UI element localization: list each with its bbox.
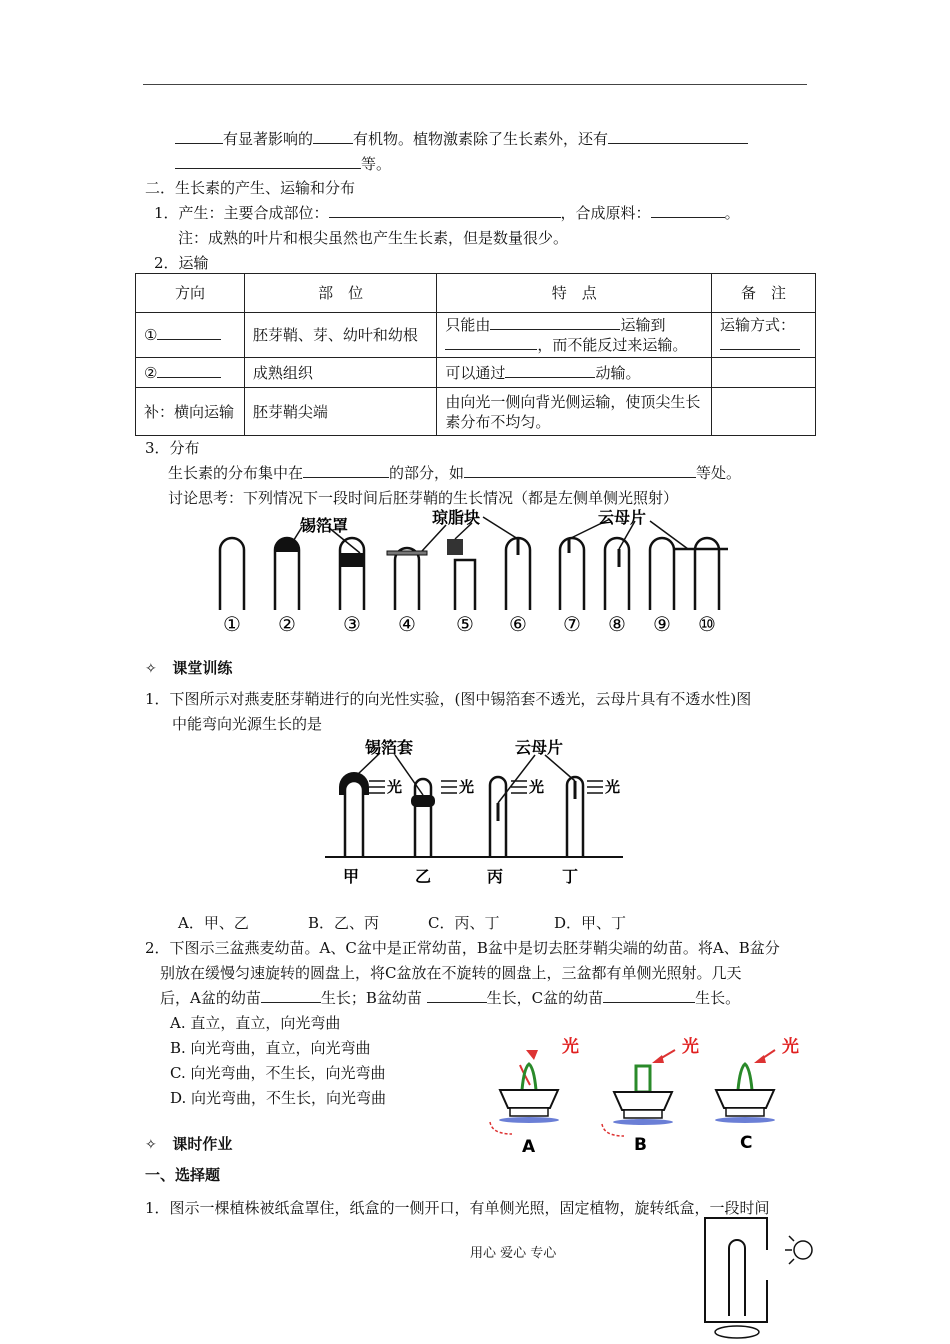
blank bbox=[464, 463, 696, 478]
figure-number: ⑩ bbox=[698, 612, 716, 636]
label-foil: 锡箔罩 bbox=[300, 516, 349, 535]
sparkle-icon: ✧ bbox=[145, 661, 157, 677]
light-label: 光 bbox=[562, 1037, 579, 1057]
header-note: 备 注 bbox=[712, 274, 816, 313]
option-b: B．乙、丙 bbox=[308, 914, 380, 932]
coleoptile-1 bbox=[220, 538, 244, 610]
cell-note: 运输方式： bbox=[712, 313, 816, 358]
label-mica: 云母片 bbox=[598, 508, 647, 527]
agar-block bbox=[447, 539, 463, 555]
q2-option-d: D. 向光弯曲，不生长，向光弯曲 bbox=[170, 1089, 387, 1107]
section-2-title: 二．生长素的产生、运输和分布 bbox=[145, 179, 356, 197]
coleoptile-8 bbox=[605, 538, 629, 610]
table-row bbox=[136, 388, 816, 436]
figure-number: ① bbox=[223, 612, 241, 636]
box-opening bbox=[765, 1250, 771, 1280]
blank bbox=[505, 363, 595, 378]
blank bbox=[651, 203, 725, 218]
question-2-line-2: 别放在缓慢匀速旋转的圆盘上，将C盆放在不旋转的圆盘上，三盆都有单侧光照射。几天 bbox=[160, 964, 742, 982]
distribution-line: 生长素的分布集中在 的部分，如 等处。 bbox=[168, 464, 742, 482]
coleoptile-3 bbox=[340, 538, 364, 610]
cell-direction: ① bbox=[136, 313, 245, 358]
plant bbox=[729, 1240, 745, 1316]
intro-line-2: 等。 bbox=[175, 153, 391, 174]
table-header-row bbox=[136, 274, 816, 313]
pot-c bbox=[715, 1036, 799, 1153]
light-label: 光 bbox=[682, 1037, 699, 1057]
figure-number: ⑤ bbox=[456, 612, 474, 636]
pot-label: C bbox=[740, 1133, 753, 1153]
section-3-title: 3．分布 bbox=[145, 439, 200, 457]
box-figure bbox=[695, 1216, 815, 1344]
light-label: 光 bbox=[782, 1037, 799, 1057]
blank bbox=[175, 154, 361, 169]
mica-plate-horizontal bbox=[387, 551, 427, 555]
homework-heading: ✧ 课时作业 bbox=[145, 1135, 233, 1153]
homework-question-1: 1．图示一棵植株被纸盒罩住，纸盒的一侧开口，有单侧光照，固定植物，旋转纸盒，一段时间 bbox=[145, 1199, 770, 1217]
q2-option-a: A. 直立，直立，向光弯曲 bbox=[170, 1014, 341, 1032]
figure-number: ⑦ bbox=[563, 612, 581, 636]
question-2-line-3: 后，A盆的幼苗 生长；B盆幼苗 生长，C盆的幼苗 生长。 bbox=[160, 989, 741, 1007]
cell-feature: 由向光一侧向背光侧运输，使顶尖生长素分布不均匀。 bbox=[437, 388, 712, 436]
cell-feature: 可以通过 动输。 bbox=[437, 358, 712, 388]
paper-box bbox=[705, 1218, 767, 1322]
seedling-b bbox=[636, 1066, 650, 1092]
cell-direction: ② bbox=[136, 358, 245, 388]
figure-number: ③ bbox=[343, 612, 361, 636]
foil-ring bbox=[340, 553, 364, 567]
light-label: 光 bbox=[459, 778, 475, 796]
cell-feature: 只能由 运输到 ，而不能反过来运输。 bbox=[437, 313, 712, 358]
light-label: 光 bbox=[387, 778, 403, 796]
table-row bbox=[136, 358, 816, 388]
blank bbox=[445, 335, 537, 350]
q1-figure bbox=[325, 735, 625, 887]
label-mica-sheet: 云母片 bbox=[515, 738, 564, 757]
blank bbox=[720, 335, 800, 350]
coleoptile-figure bbox=[200, 505, 740, 640]
production-note: 注：成熟的叶片和根尖虽然也产生生长素，但是数量很少。 bbox=[178, 229, 569, 247]
blank bbox=[329, 203, 561, 218]
header-part: 部 位 bbox=[244, 274, 437, 313]
pots-figure bbox=[470, 1030, 810, 1160]
coleoptile-9 bbox=[650, 538, 674, 610]
transport-table bbox=[135, 273, 816, 436]
question-2-line-1: 2．下图示三盆燕麦幼苗。A、C盆中是正常幼苗，B盆中是切去胚芽鞘尖端的幼苗。将A、B盆分 bbox=[145, 939, 780, 957]
sun-icon bbox=[794, 1241, 812, 1259]
class-training-heading: ✧ 课堂训练 bbox=[145, 659, 233, 677]
figure-number: ④ bbox=[398, 612, 416, 636]
blank bbox=[303, 463, 389, 478]
figure-number: ② bbox=[278, 612, 296, 636]
rotation-arrow-icon bbox=[715, 1326, 759, 1338]
cell-note bbox=[712, 358, 816, 388]
intro-line-1: 有显著影响的 有机物。植物激素除了生长素外，还有 bbox=[175, 128, 748, 149]
foil-sleeve-ring bbox=[411, 795, 435, 807]
option-a: A．甲、乙 bbox=[178, 914, 249, 932]
q2-option-c: C. 向光弯曲，不生长，向光弯曲 bbox=[170, 1064, 386, 1082]
cell-part: 胚芽鞘、芽、幼叶和幼根 bbox=[244, 313, 437, 358]
q2-option-b: B. 向光弯曲，直立，向光弯曲 bbox=[170, 1039, 371, 1057]
pot-label: B bbox=[634, 1135, 647, 1155]
question-1-line-2: 中能弯向光源生长的是 bbox=[172, 715, 323, 733]
cell-part: 胚芽鞘尖端 bbox=[244, 388, 437, 436]
seedling-a bbox=[522, 1064, 536, 1090]
blank bbox=[490, 315, 620, 330]
label-foil-sleeve: 锡箔套 bbox=[365, 738, 414, 757]
blank bbox=[261, 988, 321, 1003]
figure-number: ⑧ bbox=[608, 612, 626, 636]
plant-name: 甲 bbox=[342, 867, 360, 886]
light-label: 光 bbox=[529, 778, 545, 796]
plant-name: 丙 bbox=[486, 867, 504, 886]
blank bbox=[313, 129, 353, 144]
foil-sleeve-cap bbox=[339, 772, 369, 795]
light-label: 光 bbox=[605, 778, 621, 796]
figure-number: ⑨ bbox=[653, 612, 671, 636]
header-rule bbox=[143, 84, 807, 85]
question-1-line-1: 1．下图所示对燕麦胚芽鞘进行的向光性实验，(图中锡箔套不透光，云母片具有不透水性)图 bbox=[145, 690, 752, 708]
cell-direction: 补：横向运输 bbox=[136, 388, 245, 436]
pot-b bbox=[602, 1036, 699, 1155]
blank bbox=[157, 363, 221, 378]
seedling-c bbox=[738, 1064, 752, 1090]
pot-a bbox=[490, 1036, 579, 1157]
cell-part: 成熟组织 bbox=[244, 358, 437, 388]
coleoptile-yi bbox=[415, 779, 431, 857]
coleoptile-jia bbox=[345, 781, 363, 857]
coleoptile-7 bbox=[560, 538, 584, 610]
header-feature: 特 点 bbox=[437, 274, 712, 313]
blank bbox=[175, 129, 223, 144]
coleoptile-5 bbox=[455, 560, 475, 610]
blank bbox=[427, 988, 487, 1003]
coleoptile-4 bbox=[395, 548, 419, 610]
footer: 用心 爱心 专心 bbox=[470, 1246, 557, 1261]
blank bbox=[157, 325, 221, 340]
header-direction: 方向 bbox=[136, 274, 245, 313]
pot-label: A bbox=[522, 1137, 536, 1157]
transport-label: 2．运输 bbox=[154, 254, 209, 272]
label-agar: 琼脂块 bbox=[432, 508, 481, 527]
option-d: D．甲、丁 bbox=[554, 914, 627, 932]
blank bbox=[608, 129, 748, 144]
homework-subheading: 一、选择题 bbox=[145, 1166, 221, 1184]
production-line: 1．产生：主要合成部位： ，合成原料： 。 bbox=[154, 204, 740, 222]
sparkle-icon: ✧ bbox=[145, 1137, 157, 1153]
option-c: C．丙、丁 bbox=[428, 914, 500, 932]
cell-note bbox=[712, 388, 816, 436]
plant-name: 丁 bbox=[561, 867, 579, 886]
discussion-line: 讨论思考：下列情况下一段时间后胚芽鞘的生长情况（都是左侧单侧光照射） bbox=[168, 489, 679, 507]
figure-number: ⑥ bbox=[509, 612, 527, 636]
table-row bbox=[136, 313, 816, 358]
blank bbox=[603, 988, 695, 1003]
plant-name: 乙 bbox=[414, 867, 432, 886]
